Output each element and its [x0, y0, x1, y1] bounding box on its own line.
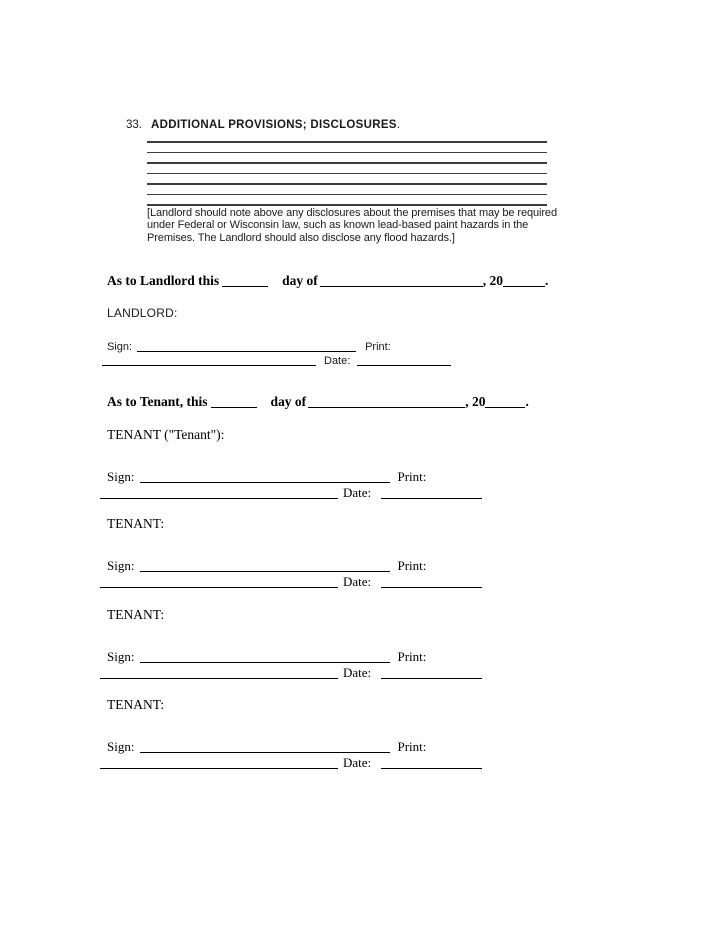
- tenant-sign-row: [107, 649, 426, 664]
- day-blank-line: [222, 284, 268, 287]
- section-number: 33.: [126, 119, 142, 131]
- landlord-heading: LANDLORD:: [107, 306, 178, 320]
- tenant-heading: TENANT:: [107, 516, 165, 531]
- landlord-execution-dayof: day of: [282, 273, 318, 288]
- sign-label: Sign:: [107, 469, 135, 484]
- tenant-date-row: [100, 665, 482, 680]
- year-blank-line: [503, 284, 545, 287]
- tenant-date-row: [100, 755, 482, 770]
- writing-line: [147, 162, 547, 164]
- date-label: Date:: [343, 665, 372, 680]
- print-label: Print:: [397, 469, 427, 484]
- year-blank-line: [485, 405, 525, 408]
- signature-line: [140, 480, 390, 483]
- tenant-signature-block: [0, 516, 728, 600]
- landlord-sign-row: [107, 341, 391, 354]
- provisions-blank-lines: [147, 141, 547, 215]
- tenant-signature-block: [0, 427, 728, 511]
- signature-line: [140, 569, 390, 572]
- section-title-period: .: [396, 119, 400, 131]
- landlord-execution-period: .: [545, 273, 549, 288]
- signature-line: [140, 660, 390, 663]
- tenant-execution-period: .: [525, 394, 529, 409]
- tenant-signature-block: [0, 607, 728, 691]
- signature-line: [140, 750, 390, 753]
- tenant-heading: TENANT:: [107, 607, 165, 622]
- print-name-line: [100, 676, 338, 679]
- tenant-execution-dayof: day of: [270, 394, 307, 409]
- sign-label: Sign:: [107, 558, 135, 573]
- print-name-line: [100, 766, 338, 769]
- landlord-execution-year: , 20: [482, 273, 504, 288]
- section-heading: [126, 119, 400, 132]
- print-label: Print:: [397, 739, 427, 754]
- date-line: [357, 363, 451, 366]
- writing-line: [147, 204, 547, 206]
- tenant-execution-lead: As to Tenant, this: [107, 394, 208, 409]
- date-label: Date:: [343, 574, 372, 589]
- tenant-sign-row: [107, 469, 426, 484]
- tenant-sign-row: [107, 739, 426, 754]
- tenant-date-row: [100, 485, 482, 500]
- disclosure-note-line: [Landlord should note above any disclosures about the premises that may be required: [147, 207, 557, 219]
- day-blank-line: [211, 405, 257, 408]
- tenant-date-row: [100, 574, 482, 589]
- landlord-date-row: [102, 355, 451, 368]
- landlord-execution-lead: As to Landlord this: [107, 273, 220, 288]
- writing-line: [147, 141, 547, 143]
- date-label: Date:: [343, 485, 372, 500]
- landlord-execution-line: [107, 273, 548, 288]
- month-blank-line: [308, 405, 465, 408]
- section-title: ADDITIONAL PROVISIONS; DISCLOSURES: [151, 119, 397, 131]
- sign-label: Sign:: [107, 649, 135, 664]
- print-name-line: [100, 496, 338, 499]
- writing-line: [147, 152, 547, 154]
- date-line: [381, 585, 482, 588]
- date-line: [381, 496, 482, 499]
- disclosure-note: [147, 207, 557, 244]
- date-label: Date:: [324, 355, 351, 367]
- print-label: Print:: [365, 341, 391, 353]
- disclosure-note-line: Premises. The Landlord should also disclose any flood hazards.]: [147, 231, 455, 244]
- date-line: [381, 676, 482, 679]
- tenant-execution-line: [107, 394, 529, 409]
- date-label: Date:: [343, 755, 372, 770]
- tenant-signature-block: [0, 697, 728, 781]
- disclosure-note-line: under Federal or Wisconsin law, such as known lead-based paint hazards in the: [147, 219, 529, 232]
- writing-line: [147, 194, 547, 196]
- tenant-execution-year: , 20: [465, 394, 486, 409]
- date-line: [381, 766, 482, 769]
- writing-line: [147, 183, 547, 185]
- signature-line: [137, 349, 356, 352]
- sign-label: Sign:: [107, 341, 133, 353]
- writing-line: [147, 173, 547, 175]
- tenant-heading: TENANT:: [107, 697, 165, 712]
- month-blank-line: [320, 284, 483, 287]
- print-name-line: [102, 363, 316, 366]
- print-label: Print:: [397, 649, 427, 664]
- tenant-heading: TENANT ("Tenant"):: [107, 427, 225, 442]
- sign-label: Sign:: [107, 739, 135, 754]
- print-name-line: [100, 585, 338, 588]
- print-label: Print:: [397, 558, 427, 573]
- tenant-sign-row: [107, 558, 426, 573]
